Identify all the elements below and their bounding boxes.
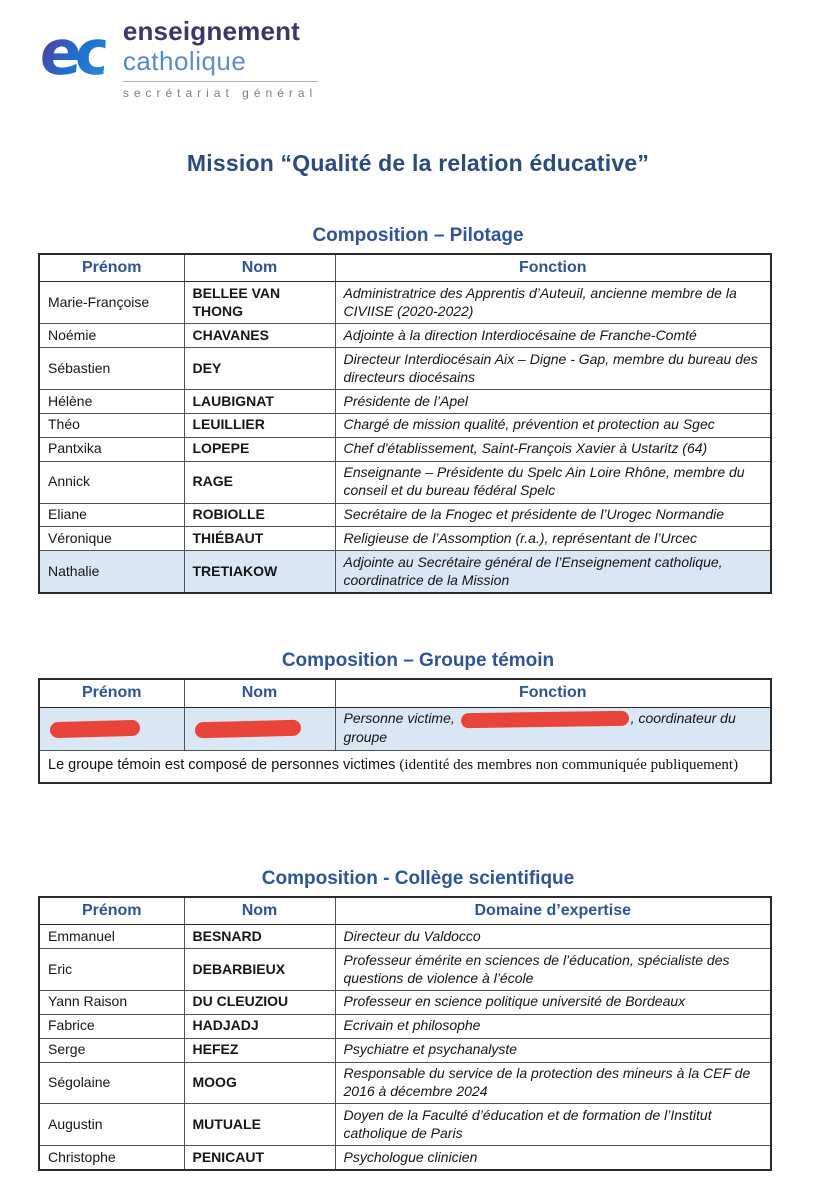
table-row: [39, 1146, 771, 1170]
table-row: [39, 390, 771, 414]
header-row: [39, 897, 771, 925]
fonction-cell: Chargé de mission qualité, prévention et protection au Sgec: [335, 413, 771, 437]
groupe-temoin-table: [38, 678, 772, 784]
nom-cell: HEFEZ: [184, 1038, 335, 1062]
nom-cell: LAUBIGNAT: [184, 390, 335, 414]
col-header-prenom: Prénom: [39, 897, 184, 925]
prenom-cell: Pantxika: [39, 437, 184, 461]
table-row: [39, 282, 771, 324]
logo-line-catholique: catholique: [123, 46, 318, 76]
prenom-cell: Annick: [39, 461, 184, 503]
table-row: [39, 1038, 771, 1062]
nom-cell: ROBIOLLE: [184, 503, 335, 527]
nom-cell: DEBARBIEUX: [184, 949, 335, 991]
fonction-cell: Professeur en science politique université de Bordeaux: [335, 990, 771, 1014]
col-header-prenom: Prénom: [39, 254, 184, 282]
note-main-text: Le groupe témoin est composé de personnes victimes: [48, 756, 400, 773]
section-heading-college-scientifique: Composition - Collège scientifique: [261, 867, 575, 889]
prenom-cell: Théo: [39, 413, 184, 437]
college-scientifique-table: [38, 896, 772, 1171]
nom-cell: TRETIAKOW: [184, 551, 335, 593]
prenom-cell: Serge: [39, 1038, 184, 1062]
table-row: [39, 324, 771, 348]
nom-cell: THIÉBAUT: [184, 527, 335, 551]
prenom-cell: Noémie: [39, 324, 184, 348]
table-row: [39, 461, 771, 503]
prenom-cell: Nathalie: [39, 551, 184, 593]
nom-cell: MUTUALE: [184, 1104, 335, 1146]
fonction-cell: Doyen de la Faculté d’éducation et de formation de l’Institut catholique de Paris: [335, 1104, 771, 1146]
fonction-cell: Responsable du service de la protection des mineurs à la CEF de 2016 à décembre 2024: [335, 1062, 771, 1104]
redaction-mark: [461, 711, 629, 728]
table-row: [39, 503, 771, 527]
table-row: [39, 707, 771, 750]
nom-cell: [184, 707, 335, 750]
pilotage-table: [38, 253, 772, 594]
redaction-mark: [194, 719, 300, 738]
fonction-cell: Administratrice des Apprentis d’Auteuil, ancienne membre de la CIVIISE (2020-2022): [335, 282, 771, 324]
prenom-cell: Yann Raison: [39, 990, 184, 1014]
ec-logo-mark: ec: [37, 16, 108, 89]
fonction-text-before: Personne victime,: [343, 710, 459, 727]
prenom-cell: Emmanuel: [39, 925, 184, 949]
table-row: [39, 1014, 771, 1038]
prenom-cell: [39, 707, 184, 750]
fonction-cell: Directeur Interdiocésain Aix – Digne - Gap, membre du bureau des directeurs diocésains: [335, 348, 771, 390]
prenom-cell: Sébastien: [39, 348, 184, 390]
nom-cell: DU CLEUZIOU: [184, 990, 335, 1014]
enseignement-catholique-logo: [37, 16, 836, 100]
fonction-cell: Chef d'établissement, Saint-François Xavier à Ustaritz (64): [335, 437, 771, 461]
note-text: [39, 750, 771, 783]
fonction-cell: Religieuse de l’Assomption (r.a.), représentant de l’Urcec: [335, 527, 771, 551]
table-row: [39, 551, 771, 593]
table-row: [39, 527, 771, 551]
note-row: [39, 750, 771, 783]
page-title: Mission “Qualité de la relation éducative”: [186, 150, 650, 176]
col-header-prenom: Prénom: [39, 679, 184, 707]
logo-line-secretariat: secrétariat général: [122, 86, 318, 100]
table-row: [39, 990, 771, 1014]
col-header-nom: Nom: [184, 254, 335, 282]
col-header-nom: Nom: [184, 679, 335, 707]
nom-cell: PENICAUT: [184, 1146, 335, 1170]
nom-cell: LEUILLIER: [184, 413, 335, 437]
table-row: [39, 413, 771, 437]
table-row: [39, 949, 771, 991]
prenom-cell: Eliane: [39, 503, 184, 527]
nom-cell: BELLEE VAN THONG: [184, 282, 335, 324]
table-row: [39, 925, 771, 949]
fonction-cell: Adjointe au Secrétaire général de l’Enseignement catholique, coordinatrice de la Mission: [335, 551, 771, 593]
prenom-cell: Fabrice: [39, 1014, 184, 1038]
prenom-cell: Christophe: [39, 1146, 184, 1170]
nom-cell: DEY: [184, 348, 335, 390]
logo-wordmark: [123, 16, 318, 100]
section-groupe-temoin: [0, 650, 836, 784]
fonction-cell: Directeur du Valdocco: [335, 925, 771, 949]
logo-line-enseignement: enseignement: [122, 16, 301, 46]
fonction-text-after: , coordinateur du groupe: [343, 710, 736, 746]
redaction-mark: [50, 719, 140, 737]
note-paren-text: (identité des membres non communiquée publiquement): [399, 756, 739, 773]
section-pilotage: [0, 225, 836, 594]
header-row: [39, 679, 771, 707]
section-heading-pilotage: Composition – Pilotage: [312, 225, 524, 246]
fonction-cell: Psychiatre et psychanalyste: [335, 1038, 771, 1062]
prenom-cell: Eric: [39, 949, 184, 991]
fonction-cell: Ecrivain et philosophe: [335, 1014, 771, 1038]
section-heading-groupe-temoin: Composition – Groupe témoin: [281, 650, 555, 672]
fonction-cell: Adjointe à la direction Interdiocésaine de Franche-Comté: [335, 324, 771, 348]
col-header-nom: Nom: [184, 897, 335, 925]
header-row: [39, 254, 771, 282]
fonction-cell: Professeur émérite en sciences de l’éducation, spécialiste des questions de violence à l’école: [335, 949, 771, 991]
col-header-domaine-expertise: Domaine d’expertise: [335, 897, 771, 925]
nom-cell: CHAVANES: [184, 324, 335, 348]
logo-divider: [123, 81, 318, 82]
table-row: [39, 1062, 771, 1104]
nom-cell: MOOG: [184, 1062, 335, 1104]
fonction-cell: Psychologue clinicien: [335, 1146, 771, 1170]
nom-cell: RAGE: [184, 461, 335, 503]
prenom-cell: Marie-Françoise: [39, 282, 184, 324]
col-header-fonction: Fonction: [335, 679, 771, 707]
prenom-cell: Ségolaine: [39, 1062, 184, 1104]
table-row: [39, 348, 771, 390]
nom-cell: LOPEPE: [184, 437, 335, 461]
table-row: [39, 1104, 771, 1146]
fonction-cell: Enseignante – Présidente du Spelc Ain Loire Rhône, membre du conseil et du bureau fédéral Spelc: [335, 461, 771, 503]
fonction-cell: Secrétaire de la Fnogec et présidente de l’Urogec Normandie: [335, 503, 771, 527]
prenom-cell: Augustin: [39, 1104, 184, 1146]
section-college-scientifique: [0, 868, 836, 1171]
prenom-cell: Hélène: [39, 390, 184, 414]
col-header-fonction: Fonction: [335, 254, 771, 282]
table-row: [39, 437, 771, 461]
fonction-cell: Présidente de l’Apel: [335, 390, 771, 414]
nom-cell: BESNARD: [184, 925, 335, 949]
prenom-cell: Véronique: [39, 527, 184, 551]
fonction-cell: [335, 707, 771, 750]
nom-cell: HADJADJ: [184, 1014, 335, 1038]
